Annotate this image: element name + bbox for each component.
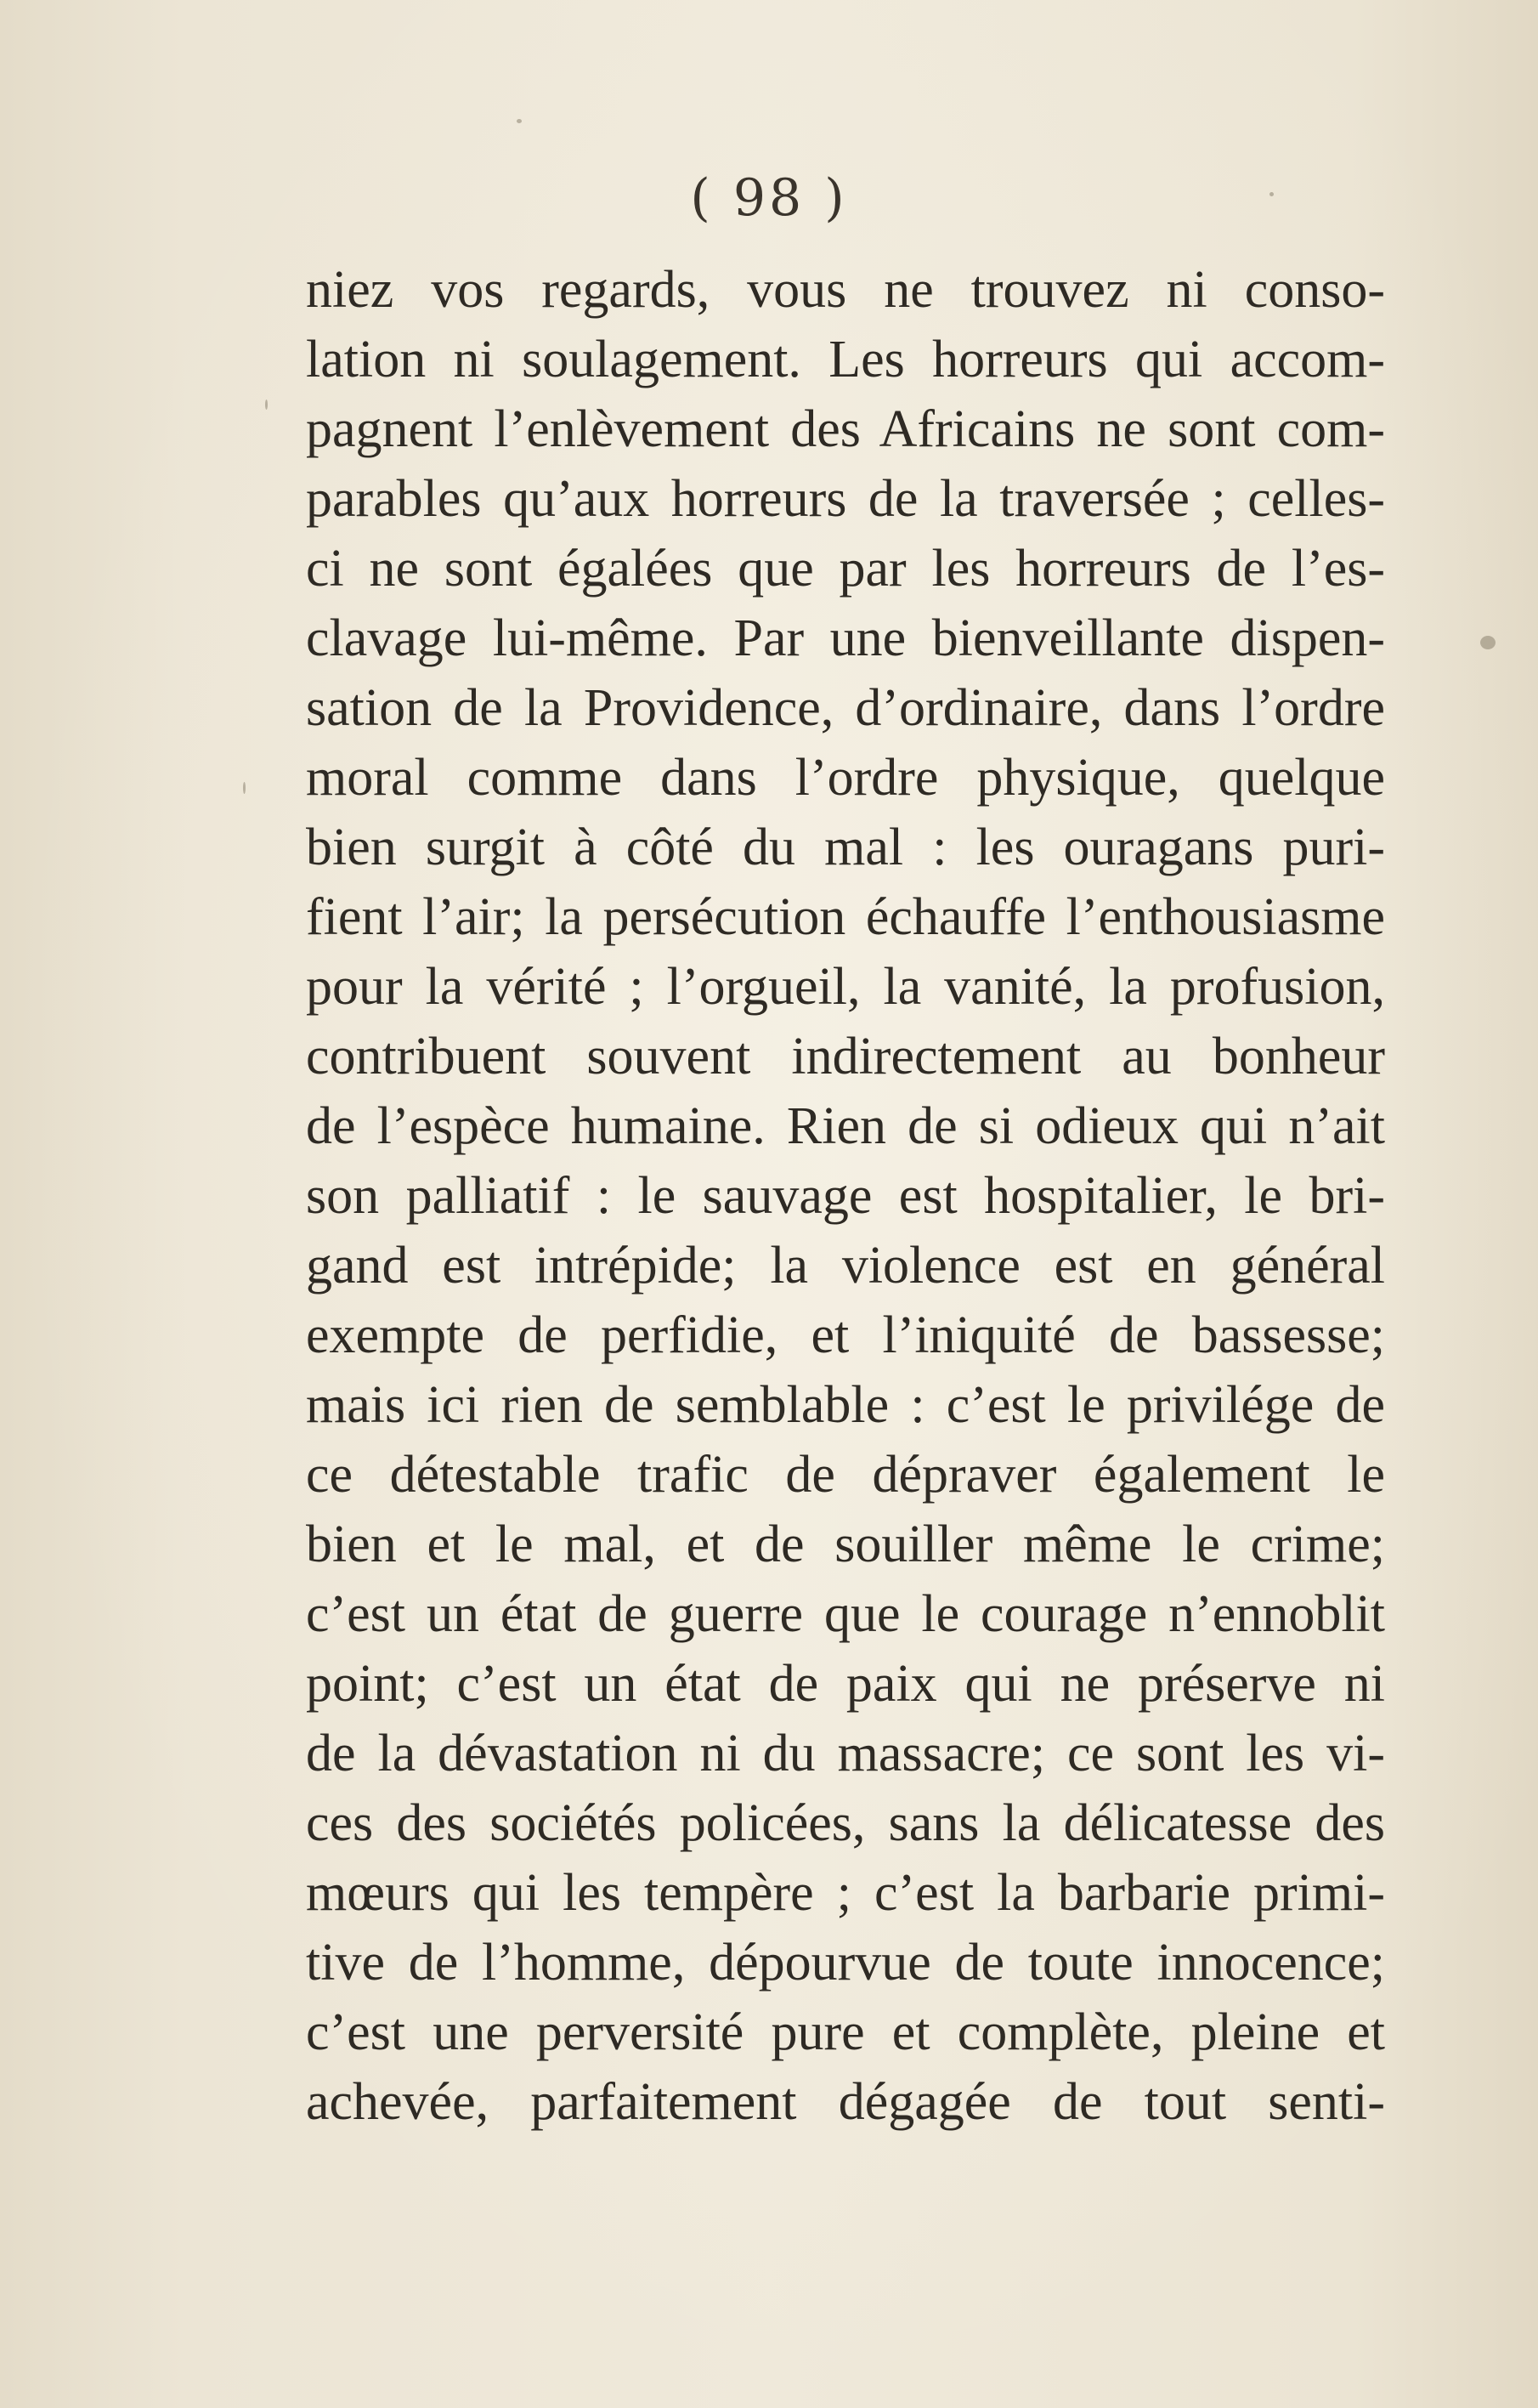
text-line: niez vos regards, vous ne trouvez ni conso- (306, 261, 1385, 319)
text-line: achevée, parfaitement dégagée de tout senti- (306, 2073, 1385, 2131)
body-text (306, 255, 1385, 2137)
text-line: bien surgit à côté du mal : les ouragans puri- (306, 819, 1385, 876)
text-line: mais ici rien de semblable : c’est le privilége de (306, 1376, 1385, 1434)
text-line: point; c’est un état de paix qui ne préserve ni (306, 1655, 1385, 1713)
page-number: ( 98 ) (690, 168, 848, 228)
text-line: exempte de perfidie, et l’iniquité de bassesse; (306, 1306, 1385, 1364)
text-line: c’est un état de guerre que le courage n’ennoblit (306, 1585, 1385, 1643)
text-line: clavage lui-même. Par une bienveillante dispen- (306, 609, 1385, 667)
text-line: tive de l’homme, dépourvue de toute innocence; (306, 1934, 1385, 1992)
paper-speck (1480, 636, 1496, 649)
paper-speck (265, 399, 268, 410)
text-line: ci ne sont égalées que par les horreurs de l’es- (306, 540, 1385, 598)
paper-speck (517, 119, 522, 123)
text-line: son palliatif : le sauvage est hospitalier, le bri- (306, 1167, 1385, 1225)
text-line: pagnent l’enlèvement des Africains ne sont com- (306, 400, 1385, 458)
text-line: moral comme dans l’ordre physique, quelque (306, 749, 1385, 807)
text-line: sation de la Providence, d’ordinaire, dans l’ordre (306, 679, 1385, 737)
paper-speck (243, 782, 246, 794)
text-line: lation ni soulagement. Les horreurs qui accom- (306, 331, 1385, 388)
text-line: ces des sociétés policées, sans la délicatesse des (306, 1794, 1385, 1852)
text-line: fient l’air; la persécution échauffe l’enthousiasme (306, 888, 1385, 946)
text-line: gand est intrépide; la violence est en général (306, 1237, 1385, 1295)
text-line: c’est une perversité pure et complète, pleine et (306, 2003, 1385, 2061)
text-line: mœurs qui les tempère ; c’est la barbarie primi- (306, 1864, 1385, 1922)
text-line: de la dévastation ni du massacre; ce sont les vi- (306, 1725, 1385, 1782)
text-line: de l’espèce humaine. Rien de si odieux qui n’ait (306, 1097, 1385, 1155)
text-line: pour la vérité ; l’orgueil, la vanité, la profusion, (306, 958, 1385, 1016)
text-line: ce détestable trafic de dépraver également le (306, 1446, 1385, 1504)
text-line: parables qu’aux horreurs de la traversée ; celles- (306, 470, 1385, 528)
text-line: bien et le mal, et de souiller même le crime; (306, 1516, 1385, 1573)
paper-speck (1269, 192, 1274, 196)
text-line: contribuent souvent indirectement au bonheur (306, 1028, 1385, 1085)
